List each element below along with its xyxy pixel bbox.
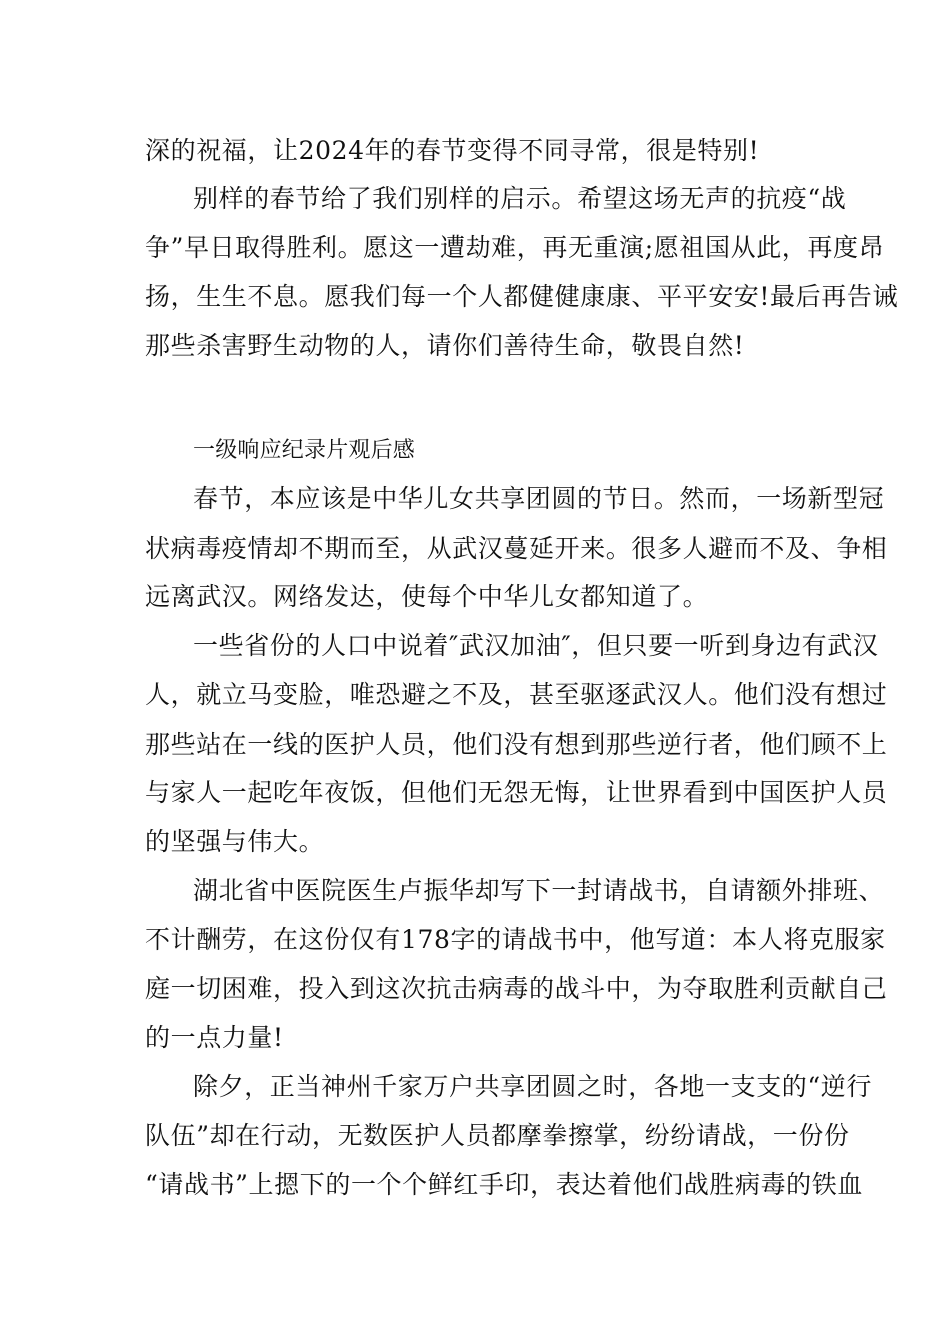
paragraph-line: 庭一切困难，投入到这次抗击病毒的战斗中，为夺取胜利贡献自己 (145, 974, 888, 1003)
paragraph-line: 一些省份的人口中说着″武汉加油″，但只要一听到身边有武汉 (193, 631, 879, 660)
paragraph-line: 的坚强与伟大。 (145, 827, 325, 856)
paragraph-line: 扬，生生不息。愿我们每一个人都健健康康、平平安安!最后再告诫 (145, 282, 899, 311)
paragraph-line: 那些杀害野生动物的人，请你们善待生命，敬畏自然! (145, 331, 745, 360)
paragraph-line: “请战书”上摁下的一个个鲜红手印，表达着他们战胜病毒的铁血 (145, 1170, 863, 1199)
paragraph-line: 不计酬劳，在这份仅有178字的请战书中，他写道：本人将克服家 (145, 925, 886, 954)
paragraph-line: 人，就立马变脸，唯恐避之不及，甚至驱逐武汉人。他们没有想过 (145, 680, 888, 709)
paragraph-line: 春节，本应该是中华儿女共享团圆的节日。然而，一场新型冠 (193, 484, 885, 513)
paragraph-line: 湖北省中医院医生卢振华却写下一封请战书，自请额外排班、 (193, 876, 885, 905)
paragraph-line: 那些站在一线的医护人员，他们没有想到那些逆行者，他们顾不上 (145, 730, 888, 759)
paragraph-line: 的一点力量! (145, 1023, 284, 1052)
paragraph-line: 争”早日取得胜利。愿这一遭劫难，再无重演;愿祖国从此，再度昂 (145, 233, 885, 262)
paragraph-line: 别样的春节给了我们别样的启示。希望这场无声的抗疫“战 (193, 184, 847, 213)
paragraph-line: 与家人一起吃年夜饭，但他们无怨无悔，让世界看到中国医护人员 (145, 778, 888, 807)
paragraph-line: 除夕，正当神州千家万户共享团圆之时，各地一支支的“逆行 (193, 1072, 872, 1101)
section-title: 一级响应纪录片观后感 (193, 438, 416, 463)
paragraph-line: 状病毒疫情却不期而至，从武汉蔓延开来。很多人避而不及、争相 (145, 534, 888, 563)
paragraph-line: 远离武汉。网络发达，使每个中华儿女都知道了。 (145, 582, 709, 611)
paragraph-line: 队伍”却在行动，无数医护人员都摩拳擦掌，纷纷请战，一份份 (145, 1121, 850, 1150)
paragraph-line: 深的祝福，让2024年的春节变得不同寻常，很是特别! (145, 136, 760, 165)
